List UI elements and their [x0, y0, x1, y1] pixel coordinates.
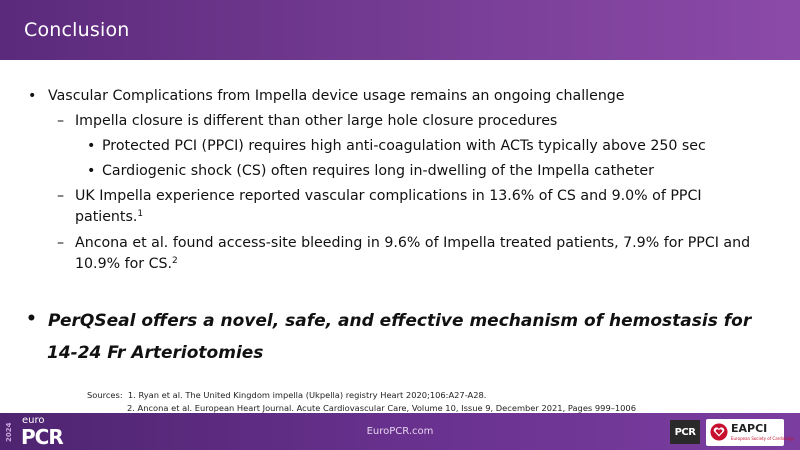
- source-ref-1: 1. Ryan et al. The United Kingdom impella (Ukpella) registry Heart 2020;106:A27-A28.: [127, 390, 487, 400]
- bullet-protected-pci: Protected PCI (PPCI) requires high anti-coagulation with ACTs typically above 250 sec: [102, 138, 706, 154]
- footer-brand-logo: PCR: [21, 425, 63, 449]
- conclusion-line2: 14-24 Fr Arteriotomies: [47, 343, 264, 363]
- footnote-ref: 2: [172, 256, 178, 266]
- dash-marker: –: [57, 188, 65, 204]
- source-ref-2: 2. Ancona et al. European Heart Journal. Acute Cardiovascular Care, Volume 10, Issue 9, December 2021, Pages 999–1006: [127, 403, 636, 413]
- footer-brand-small: euro: [22, 415, 45, 426]
- heart-icon: [710, 423, 728, 441]
- conclusion-line1: PerQSeal offers a novel, safe, and effective mechanism of hemostasis for: [48, 311, 752, 331]
- pcr-logo: PCR: [670, 420, 700, 444]
- footer-url[interactable]: EuroPCR.com: [366, 426, 434, 437]
- sources-block: [87, 389, 636, 415]
- dash-marker: –: [57, 113, 65, 129]
- bullet-uk-impella-line1: UK Impella experience reported vascular complications in 13.6% of CS and 9.0% of PPCI: [75, 188, 702, 204]
- dash-marker: –: [57, 235, 65, 251]
- bullet-impella-closure: Impella closure is different than other large hole closure procedures: [75, 113, 558, 129]
- eapci-logo-text: EAPCI: [731, 422, 768, 435]
- sources-label: Sources:: [87, 390, 123, 400]
- footnote-ref: 1: [137, 209, 144, 219]
- bullet-ancona-line1: Ancona et al. found access-site bleeding in 9.6% of Impella treated patients, 7.9% for PPCI and: [75, 235, 751, 251]
- bullet-marker: •: [28, 88, 37, 104]
- header-bar: [0, 0, 800, 60]
- bullet-ancona-line2: 10.9% for CS.$^2$: [75, 256, 178, 272]
- bullet-cardiogenic-shock: Cardiogenic shock (CS) often requires long in-dwelling of the Impella catheter: [102, 163, 654, 179]
- bullet-vascular-complications: Vascular Complications from Impella device usage remains an ongoing challenge: [48, 88, 625, 104]
- bullet-marker: •: [87, 163, 96, 179]
- eapci-logo: [706, 419, 794, 446]
- bullet-uk-impella-line2: patients.$^1$: [75, 209, 144, 225]
- eapci-logo-subtext: European Society of Cardiology: [731, 436, 794, 441]
- footer-year: 2024: [5, 422, 13, 442]
- bullet-marker: •: [26, 309, 37, 329]
- bullet-marker: •: [87, 138, 96, 154]
- slide-title: Conclusion: [24, 19, 130, 41]
